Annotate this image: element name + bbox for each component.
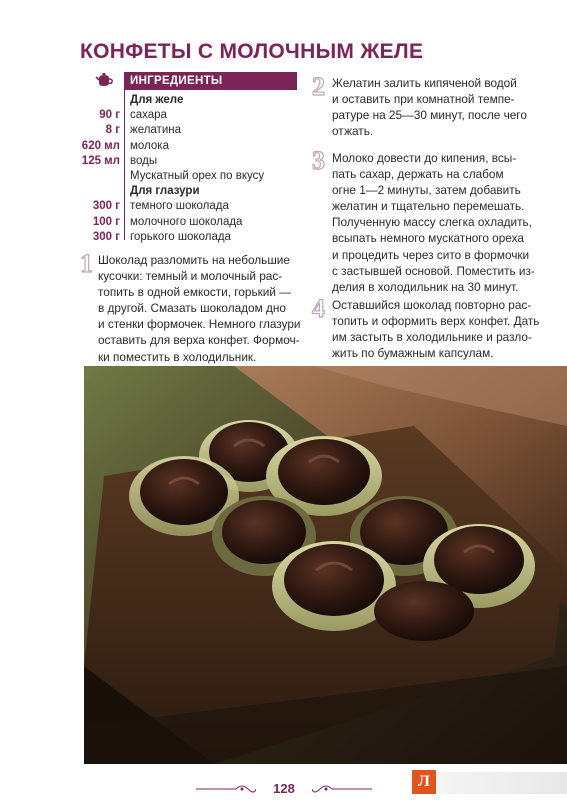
ingredient-name: темного шоколада <box>130 200 229 213</box>
step-line: ратуре на 25—30 минут, после чего <box>332 108 527 123</box>
ingredients-divider <box>124 90 125 240</box>
ingredient-name: молочного шоколада <box>130 215 243 228</box>
ingredient-amount: 8 г <box>105 124 120 137</box>
step-line: желатин и тщательно перемешать. <box>332 199 525 214</box>
step-line: ки поместить в холодильник. <box>98 349 257 364</box>
step-line: Полученную массу слегка охладить, <box>332 215 532 230</box>
step-line: огне 1—2 минуты, затем добавить <box>332 183 521 198</box>
step-line: Молоко довести до кипения, всы- <box>332 151 517 165</box>
step-line: Шоколад разломить на небольшие <box>98 253 290 267</box>
ingredient-name: горького шоколада <box>130 230 231 243</box>
ingredient-name: сахара <box>130 109 167 122</box>
step-line: и стенки формочек. Немного глазури <box>98 317 301 332</box>
step-number: 4 <box>312 294 325 323</box>
step-text <box>98 252 301 365</box>
step-line: топить в одной емкости, горький — <box>98 285 292 300</box>
ingredient-amount: 300 г <box>92 200 120 213</box>
step-number: 2 <box>312 72 325 101</box>
ingredient-name: Мускатный орех по вкусу <box>130 170 265 182</box>
step-line: отжать. <box>332 124 374 139</box>
page-title: КОНФЕТЫ С МОЛОЧНЫМ ЖЕЛЕ <box>80 40 424 63</box>
step-line: с застывшей основой. Поместить из- <box>332 263 535 278</box>
step-line: им застыть в холодильнике и разло- <box>332 330 532 345</box>
ingredient-subheading: Для желе <box>130 94 184 106</box>
step-line: в другой. Смазать шоколадом дно <box>98 301 286 316</box>
step-line: пать сахар, держать на слабом <box>332 167 504 182</box>
ingredient-amount: 620 мл <box>81 139 120 152</box>
step-line: оставить для верха конфет. Формоч- <box>98 333 300 348</box>
step-line: жить по бумажным капсулам. <box>332 346 494 361</box>
step-line: всыпать немного мускатного ореха <box>332 231 524 246</box>
ingredient-name: воды <box>130 154 158 167</box>
step-text <box>332 150 535 295</box>
ingredient-subheading: Для глазури <box>130 185 200 198</box>
ingredient-amount: 90 г <box>99 109 120 122</box>
footer-ornament-left <box>196 783 256 795</box>
teapot-icon <box>95 72 113 88</box>
ingredient-name: желатина <box>130 124 181 137</box>
ingredient-amount: 100 г <box>92 215 120 228</box>
step-line: делия в холодильник на 30 минут. <box>332 279 519 294</box>
step-text <box>332 297 539 361</box>
page-number: 128 <box>273 781 295 796</box>
step-line: Оставшийся шоколад повторно рас- <box>332 298 532 312</box>
step-number: 1 <box>80 249 93 278</box>
publisher-band <box>436 772 567 794</box>
step-line: Желатин залить кипяченой водой <box>332 76 517 90</box>
publisher-logo: Л <box>412 770 436 794</box>
ingredients-header: ИНГРЕДИЕНТЫ <box>124 72 297 90</box>
step-line: топить и оформить верх конфет. Дать <box>332 314 540 329</box>
step-line: и оставить при комнатной темпе- <box>332 92 515 107</box>
chocolates-photo <box>84 366 567 764</box>
ingredient-amount: 125 мл <box>81 154 120 167</box>
ingredient-name: молока <box>130 139 169 152</box>
footer-ornament-right <box>312 783 372 795</box>
step-line: и процедить через сито в формочки <box>332 247 530 262</box>
step-text <box>332 75 527 139</box>
step-number: 3 <box>312 146 325 175</box>
step-line: кусочки: темный и молочный рас- <box>98 269 283 284</box>
ingredient-amount: 300 г <box>92 230 120 243</box>
